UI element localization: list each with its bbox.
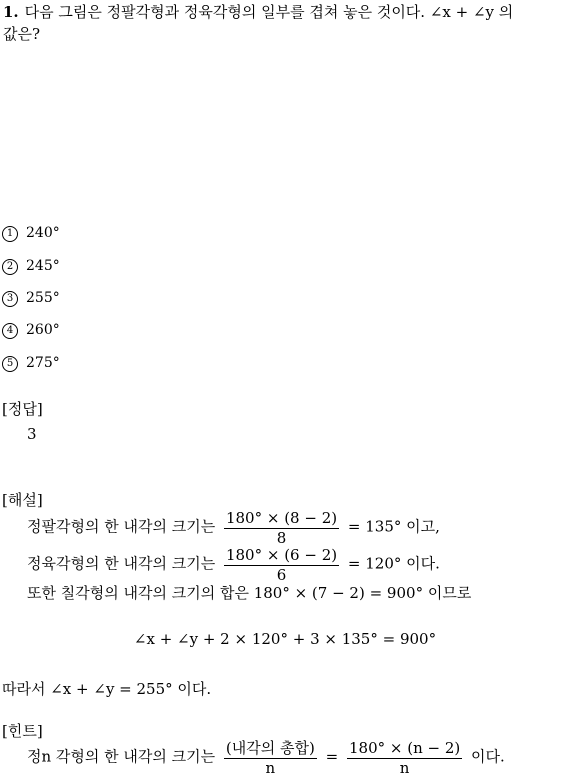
choice-1[interactable] [2,225,60,242]
choice-mark: 1 [2,226,18,242]
denominator: n [399,759,410,777]
denominator: 6 [276,566,287,584]
choice-mark: 3 [2,291,18,307]
fraction [224,738,317,777]
numerator: 180° × (n − 2) [348,739,461,757]
explanation-label: [해설] [2,491,43,509]
explanation-line-1 [27,508,440,547]
choice-value: 245° [26,258,60,274]
choice-mark: 4 [2,323,18,339]
answer-value: 3 [27,425,37,443]
question-text-1: 다음 그림은 정팔각형과 정육각형의 일부를 겹쳐 놓은 것이다. ∠x + ∠y 의 [24,3,514,21]
text: 정육각형의 한 내각의 크기는 [27,554,216,573]
choice-mark: 5 [2,356,18,372]
choice-value: 255° [26,290,60,306]
text: 정팔각형의 한 내각의 크기는 [27,517,216,536]
question-line-1 [3,1,513,23]
explanation-line-3: 또한 칠각형의 내각의 크기의 합은 180° × (7 − 2) = 900° 이므로 [27,584,472,602]
explanation-line-2 [27,545,440,584]
question-text-2: 값은? [3,25,41,43]
text: 이다. [471,747,505,766]
choice-value: 275° [26,355,60,371]
choice-value: 260° [26,322,60,338]
choice-5[interactable] [2,355,60,372]
choice-4[interactable] [2,322,60,339]
answer-label: [정답] [2,400,43,418]
question-number: 1. [3,3,19,21]
text: = 120° 이다. [347,554,440,573]
text: = 135° 이고, [347,517,440,536]
numerator: 180° × (6 − 2) [225,546,338,564]
choice-value: 240° [26,225,60,241]
hint-line [27,738,505,777]
hint-label: [힌트] [2,722,43,740]
choice-2[interactable] [2,258,60,275]
denominator: 8 [276,529,287,547]
explanation-equation: ∠x + ∠y + 2 × 120° + 3 × 135° = 900° [133,630,437,648]
equals: = [325,747,339,766]
denominator: n [265,759,276,777]
explanation-conclusion: 따라서 ∠x + ∠y = 255° 이다. [2,680,212,698]
fraction [347,738,462,777]
text: 정n 각형의 한 내각의 크기는 [27,747,216,766]
fraction [224,508,339,547]
numerator: 180° × (8 − 2) [225,509,338,527]
choice-mark: 2 [2,259,18,275]
numerator: (내각의 총합) [225,739,315,757]
figure-area [0,50,570,220]
choice-3[interactable] [2,290,60,307]
fraction [224,545,339,584]
